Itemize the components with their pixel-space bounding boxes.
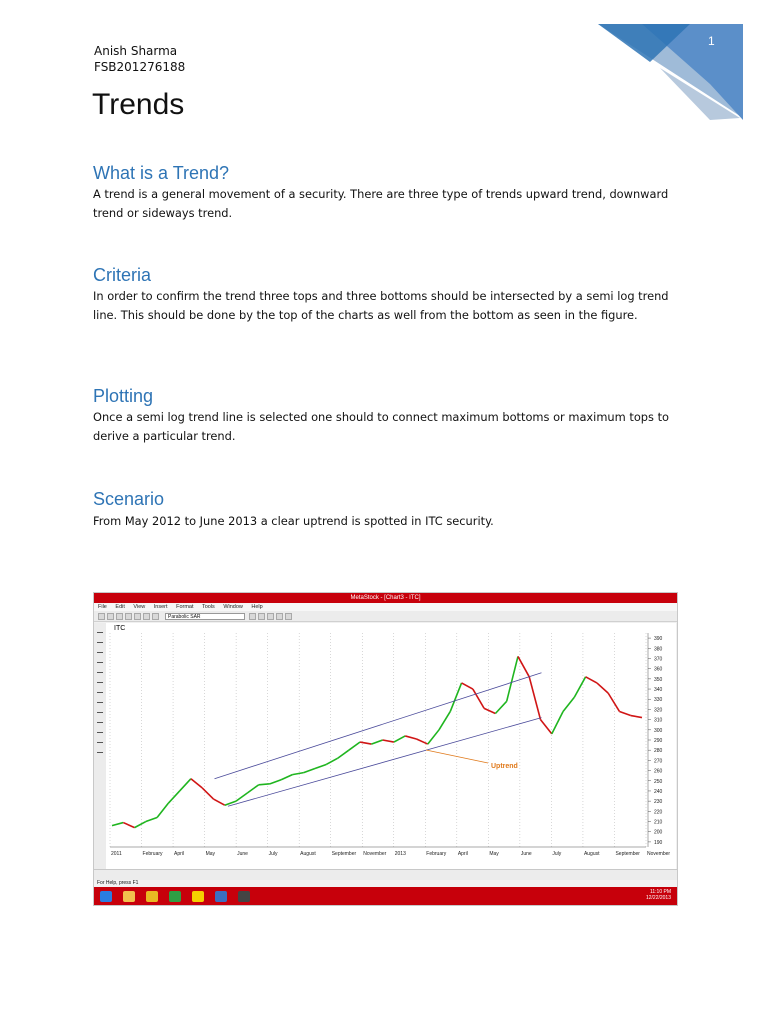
y-tick-label: 240 bbox=[654, 788, 663, 795]
y-tick-label: 360 bbox=[654, 666, 663, 673]
y-tick-label: 210 bbox=[654, 819, 663, 826]
cut-button[interactable] bbox=[134, 613, 141, 620]
y-tick-label: 290 bbox=[654, 738, 663, 744]
binoculars-icon[interactable] bbox=[267, 613, 274, 620]
y-tick-label: 310 bbox=[654, 717, 663, 724]
layout-button[interactable] bbox=[285, 613, 292, 620]
ie-icon[interactable] bbox=[100, 891, 112, 902]
section-heading-what-is-trend: What is a Trend? bbox=[93, 163, 230, 183]
new-button[interactable] bbox=[98, 613, 105, 620]
author-name: Anish Sharma bbox=[94, 44, 178, 58]
folder-icon[interactable] bbox=[123, 891, 135, 902]
chrome-icon[interactable] bbox=[146, 891, 158, 902]
y-tick-label: 390 bbox=[654, 636, 663, 643]
y-tick-label: 330 bbox=[654, 697, 663, 704]
section-body-what-is-trend: A trend is a general movement of a security. There are three type of trends upward trend, downward trend or sideways trend. bbox=[93, 187, 669, 220]
menu-view[interactable]: View bbox=[133, 604, 146, 610]
menu-window[interactable]: Window bbox=[223, 604, 243, 610]
section-heading-criteria: Criteria bbox=[93, 265, 152, 285]
save-button[interactable] bbox=[116, 613, 123, 620]
y-tick-label: 280 bbox=[654, 748, 663, 755]
x-tick-label: November bbox=[647, 851, 671, 857]
pacman-icon[interactable] bbox=[192, 891, 204, 902]
author-block bbox=[94, 43, 185, 75]
price-chart bbox=[106, 623, 676, 869]
x-tick-label: June bbox=[237, 851, 248, 857]
x-tick-label: 2011 bbox=[111, 851, 122, 857]
status-bar: For Help, press F1 bbox=[94, 880, 677, 887]
x-tick-label: April bbox=[174, 851, 185, 857]
y-tick-label: 200 bbox=[654, 829, 663, 836]
zoom-in-button[interactable] bbox=[249, 613, 256, 620]
page-title: Trends bbox=[92, 88, 185, 121]
word-icon[interactable] bbox=[215, 891, 227, 902]
x-tick-label: July bbox=[268, 851, 278, 857]
section-body-criteria: In order to confirm the trend three tops and three bottoms should be intersected by a semi log trend line. This should be done by the top of the charts as well from the bottom as seen in the figure. bbox=[93, 289, 669, 322]
x-tick-label: July bbox=[552, 851, 562, 857]
y-tick-label: 190 bbox=[654, 839, 663, 846]
x-tick-label: September bbox=[615, 851, 640, 857]
indicator-select[interactable]: Parabolic SAR bbox=[165, 613, 245, 620]
menu-help[interactable]: Help bbox=[251, 604, 263, 610]
window-title: MetaStock - [Chart3 - ITC] bbox=[94, 593, 677, 603]
menu-insert[interactable]: Insert bbox=[153, 604, 168, 610]
y-tick-label: 220 bbox=[654, 809, 663, 816]
x-tick-label: November bbox=[363, 851, 387, 857]
grid-button[interactable] bbox=[276, 613, 283, 620]
metastock-icon[interactable] bbox=[238, 891, 250, 902]
menu-tools[interactable]: Tools bbox=[201, 604, 215, 610]
x-tick-label: 2013 bbox=[394, 851, 406, 857]
clock-time: 11:10 PM bbox=[649, 889, 671, 895]
x-tick-label: May bbox=[489, 851, 499, 857]
price-segment bbox=[259, 784, 270, 785]
x-tick-label: April bbox=[457, 851, 468, 857]
clock-date: 12/22/2013 bbox=[645, 895, 671, 901]
x-tick-label: February bbox=[142, 851, 163, 857]
menu-file[interactable]: File bbox=[98, 604, 107, 610]
y-tick-label: 370 bbox=[654, 656, 663, 663]
y-tick-label: 340 bbox=[654, 687, 663, 694]
page-number: 1 bbox=[708, 34, 715, 48]
taskbar bbox=[94, 887, 677, 905]
zoom-out-button[interactable] bbox=[258, 613, 265, 620]
x-tick-label: June bbox=[520, 851, 532, 857]
copy-button[interactable] bbox=[143, 613, 150, 620]
author-id: FSB201276188 bbox=[94, 60, 186, 74]
chart-label: ITC bbox=[114, 625, 126, 632]
y-tick-label: 350 bbox=[654, 676, 663, 683]
y-tick-label: 250 bbox=[654, 778, 663, 785]
corner-decoration bbox=[590, 20, 768, 130]
y-tick-label: 300 bbox=[654, 727, 663, 734]
x-tick-label: August bbox=[583, 851, 600, 857]
metastock-screenshot bbox=[93, 592, 678, 906]
clock bbox=[646, 889, 671, 901]
uptrend-annotation: Uptrend bbox=[491, 763, 518, 770]
x-tick-label: September bbox=[331, 851, 357, 857]
y-tick-label: 320 bbox=[654, 707, 663, 714]
x-tick-label: May bbox=[205, 851, 216, 857]
y-tick-label: 270 bbox=[654, 758, 663, 765]
x-tick-label: February bbox=[426, 851, 447, 857]
excel-icon[interactable] bbox=[169, 891, 181, 902]
section-heading-plotting: Plotting bbox=[93, 386, 154, 406]
y-tick-label: 230 bbox=[654, 799, 663, 806]
x-tick-label: August bbox=[300, 851, 316, 857]
paste-button[interactable] bbox=[152, 613, 159, 620]
y-tick-label: 260 bbox=[654, 768, 663, 775]
section-body-scenario: From May 2012 to June 2013 a clear uptrend is spotted in ITC security. bbox=[93, 514, 494, 528]
open-button[interactable] bbox=[107, 613, 114, 620]
menu-edit[interactable]: Edit bbox=[115, 604, 125, 610]
menu-bar bbox=[94, 603, 677, 611]
toolbar bbox=[94, 611, 677, 622]
section-body-plotting: Once a semi log trend line is selected one should to connect maximum bottoms or maximum tops to derive a particular trend. bbox=[93, 410, 670, 443]
y-tick-label: 380 bbox=[654, 646, 663, 653]
print-button[interactable] bbox=[125, 613, 132, 620]
section-heading-scenario: Scenario bbox=[93, 489, 165, 509]
menu-format[interactable]: Format bbox=[176, 604, 194, 610]
chart-bottom-toolbar bbox=[94, 869, 677, 880]
